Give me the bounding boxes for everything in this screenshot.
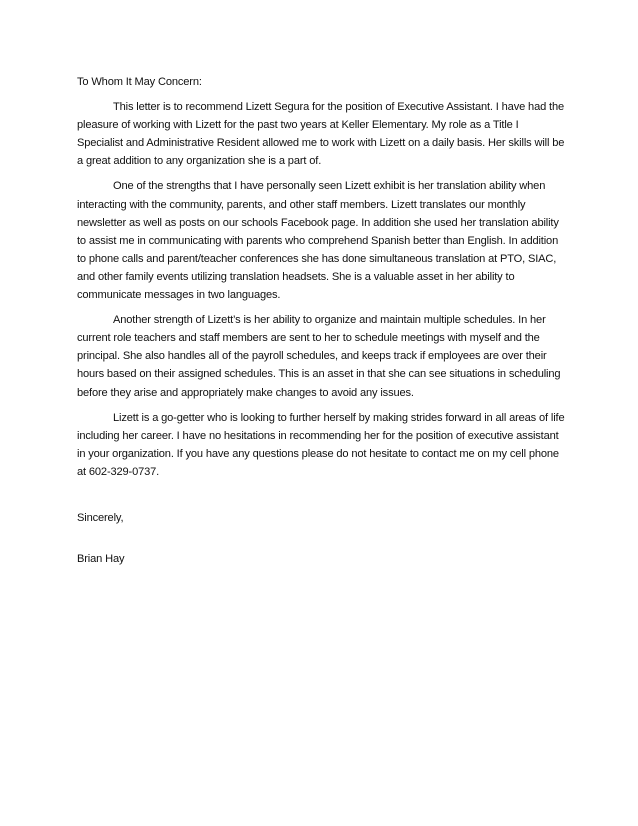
- letter-body: [77, 73, 567, 568]
- letter-greeting: To Whom It May Concern:: [77, 76, 202, 88]
- paragraph-scheduling-strength: Another strength of Lizett’s is her ability to organize and maintain multiple schedules. In her current role teachers and staff members are sent to her to schedule meetings with myself and the principal. She also handles all of the payroll schedules, and keeps track if employees are over their hours based on their assigned schedules. This is an asset in that she can see situations in scheduling before they arise and appropriately make changes to avoid any issues.: [77, 314, 561, 399]
- letter-signature: Brian Hay: [77, 553, 125, 566]
- paragraph-conclusion: Lizett is a go-getter who is looking to further herself by making strides forward in all areas of life including her career. I have no hesitations in recommending her for the position of executive assistant in your organization. If you have any questions please do not hesitate to contact me on my cell phone at 602-329-0737.: [77, 411, 565, 478]
- paragraph-introduction: This letter is to recommend Lizett Segura for the position of Executive Assistant. I have had the pleasure of working with Lizett for the past two years at Keller Elementary. My role as a Title I Specialist and Administrative Resident allowed me to work with Lizett on a daily basis. Her skills will be a great addition to any organization she is a part of.: [77, 101, 565, 168]
- paragraph-translation-strength: One of the strengths that I have personally seen Lizett exhibit is her translation ability when interacting with the community, parents, and other staff members. Lizett translates our monthly newsletter as well as posts on our schools Facebook page. In addition she used her translation ability to assist me in communicating with parents who comprehend Spanish better than English. In addition to phone calls and parent/teacher conferences she has done simultaneous translation at PTO, SIAC, and other family events utilizing translation headsets. She is a valuable asset in her ability to communicate messages in two languages.: [77, 180, 559, 302]
- letter-closing: Sincerely,: [77, 511, 124, 524]
